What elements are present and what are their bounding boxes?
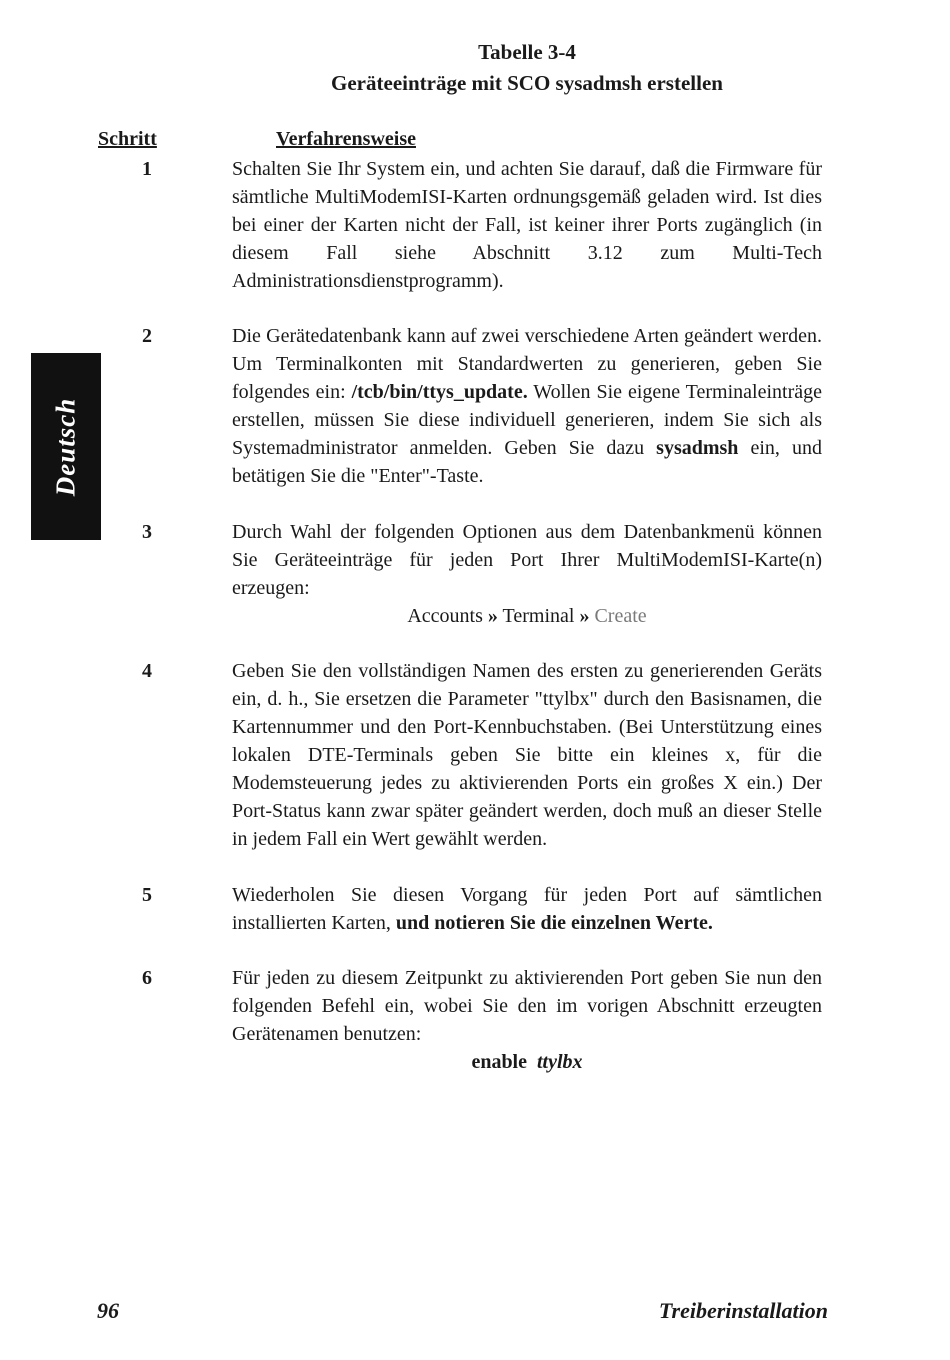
column-header-step: Schritt	[98, 128, 157, 150]
step-text-part: Wiederholen Sie diesen Vorgang für jeden Port auf sämtlichen installierten Karten,	[232, 884, 822, 934]
menu-item-accounts: Accounts	[407, 605, 483, 627]
side-tab-label: Deutsch	[50, 397, 81, 496]
step-text: Schalten Sie Ihr System ein, und achten Sie darauf, daß die Firmware für sämtliche MultiModemISI-Karten ordnungsgemäß geladen wird. Ist dies bei einer der Karten nicht der Fall, ist keiner ihrer Ports zugänglich (in diesem Fall siehe Abschnitt 3.12 zum Multi-Tech Administrationsdienstprogramm).	[232, 158, 822, 292]
menu-separator: »	[579, 605, 590, 627]
step-number: 3	[142, 521, 152, 543]
step-text-part: ein, und betätigen Sie die "Enter"-Taste.	[232, 437, 822, 487]
step-number: 1	[142, 158, 152, 180]
step-number: 4	[142, 660, 152, 682]
step-text	[232, 322, 822, 490]
command-path: /tcb/bin/ttys_update.	[351, 381, 528, 403]
command-line	[232, 1048, 822, 1076]
step-text	[232, 881, 822, 937]
command-argument: ttylbx	[537, 1051, 583, 1073]
menu-item-terminal: Terminal	[502, 605, 575, 627]
menu-item-create: Create	[594, 605, 647, 627]
page-number: 96	[97, 1298, 119, 1323]
step-number: 2	[142, 325, 152, 347]
menu-separator: »	[487, 605, 498, 627]
step-paragraph: Durch Wahl der folgenden Optionen aus dem Datenbankmenü können Sie Geräteeinträge für jeden Port Ihrer MultiModemISI-Karte(n) erzeugen:	[232, 521, 822, 599]
command-name: enable	[471, 1051, 527, 1073]
emphasis-text: und notieren Sie die einzelnen Werte.	[395, 912, 713, 934]
step-text	[232, 964, 822, 1076]
step-text: Geben Sie den vollständigen Namen des ersten zu generierenden Geräts ein, d. h., Sie ersetzen die Parameter "ttylbx" durch den Basisnamen, die Kartennummer und den Port-Kennbuchstaben. (Bei Unterstützung eines lokalen DTE-Terminals geben Sie bitte ein kleines x, für die Modemsteuerung jedes zu aktivierenden Ports ein großes X ein.) Der Port-Status kann zwar später geändert werden, doch muß an dieser Stelle in jedem Fall ein Wert gewählt werden.	[232, 660, 822, 850]
step-number: 6	[142, 967, 152, 989]
step-number: 5	[142, 884, 152, 906]
step-text-part: Wollen Sie eigene Terminaleinträge erstellen, müssen Sie diese individuell generieren, indem Sie sich als Systemadministrator anmelden. Geben Sie dazu	[232, 381, 822, 459]
column-header-procedure: Verfahrensweise	[276, 128, 416, 150]
section-title: Treiberinstallation	[658, 1298, 828, 1323]
step-text	[232, 518, 822, 630]
language-side-tab	[31, 353, 101, 540]
menu-path	[232, 602, 822, 630]
table-title: Geräteeinträge mit SCO sysadmsh erstellen	[331, 71, 723, 95]
command-name: sysadmsh	[656, 437, 739, 459]
step-paragraph: Für jeden zu diesem Zeitpunkt zu aktivierenden Port geben Sie nun den folgenden Befehl ein, wobei Sie den im vorigen Abschnitt erzeugten Gerätenamen benutzen:	[232, 967, 822, 1045]
table-number: Tabelle 3-4	[478, 40, 576, 64]
step-text-part: Die Gerätedatenbank kann auf zwei verschiedene Arten geändert werden. Um Terminalkonten mit Standardwerten zu generieren, geben Sie folgendes ein:	[232, 325, 822, 403]
